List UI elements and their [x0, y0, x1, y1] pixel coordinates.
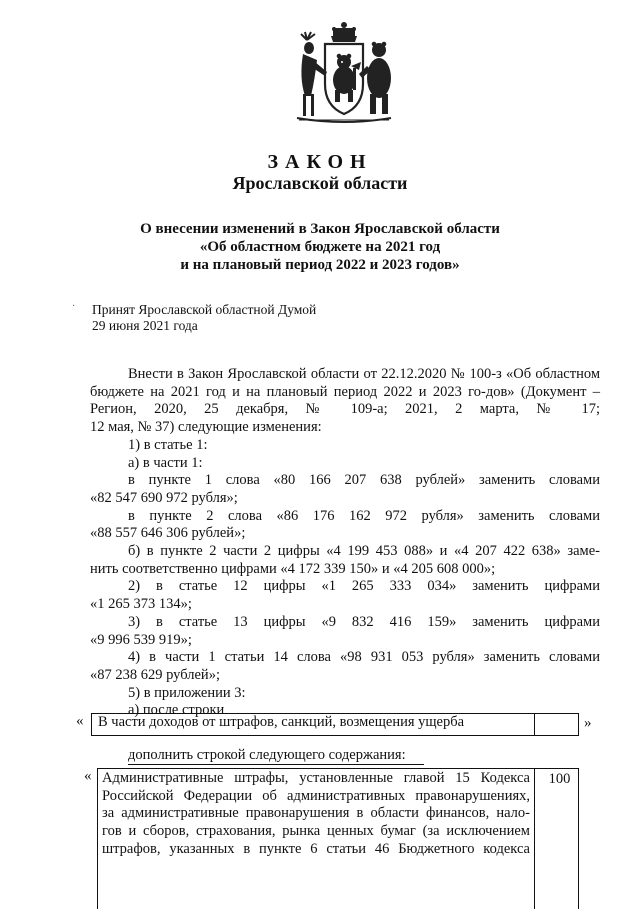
- body-paragraph: Внести в Закон Ярославской области от 22.12.2020 № 100-з «Об областном бюджете на 2021 год и на плановый период 2022 и 2023 го-дов» (Документ – Регион, 2020, 25 декабря, № 109-а; 2021, 2 марта, № 17;: [90, 366, 600, 418]
- table1-open-quote: «: [76, 713, 84, 729]
- adoption-info: [92, 302, 316, 334]
- body-paragraph: 1) в статье 1:: [128, 436, 208, 453]
- body-paragraph: нить соответственно цифрами «4 172 339 150» и «4 205 608 000»;: [90, 560, 496, 577]
- body-paragraph: 4) в части 1 статьи 14 слова «98 931 053 рубля» заменить словами: [128, 649, 600, 666]
- underline-divider: [128, 764, 424, 765]
- body-paragraph: «9 996 539 919»;: [90, 631, 192, 648]
- region-title: Ярославской области: [232, 173, 408, 193]
- subtitle-line: О внесении изменений в Закон Ярославской области: [140, 221, 500, 237]
- body-paragraph: б) в пункте 2 части 2 цифры «4 199 453 088» и «4 207 422 638» заме-: [128, 543, 600, 560]
- body-paragraph: «88 557 646 306 рублей»;: [90, 525, 246, 542]
- table1-close-quote: »: [584, 715, 592, 731]
- table2-line: Административные штрафы, установленные главой 15 Кодекса: [102, 770, 530, 786]
- coat-of-arms-emblem: [287, 22, 401, 128]
- new-row-table: [97, 768, 579, 909]
- table2-open-quote: «: [84, 768, 92, 784]
- table2-cell-value: 100: [548, 771, 571, 787]
- law-subtitle: [0, 220, 640, 274]
- table1-cell-text: В части доходов от штрафов, санкций, возмещения ущерба: [92, 714, 535, 735]
- body-paragraph: 12 мая, № 37) следующие изменения:: [90, 419, 322, 436]
- table2-line: штрафов, указанных в пункте 6 статьи 46 Бюджетного кодекса: [102, 840, 530, 857]
- body-paragraph: а) после строки: [128, 702, 225, 719]
- adopted-by: Принят Ярославской областной Думой: [92, 302, 317, 317]
- table2-line: Российской Федерации об административных правонарушениях,: [102, 787, 530, 804]
- body-paragraph: «87 238 629 рублей»;: [90, 666, 220, 683]
- document-type-title: ЗАКОН: [267, 151, 373, 173]
- table2-cell-text: [98, 769, 535, 909]
- body-paragraph: 5) в приложении 3:: [128, 684, 246, 701]
- quoted-row-table: [91, 713, 579, 736]
- body-paragraph: в пункте 1 слова «80 166 207 638 рублей» заменить словами: [128, 472, 600, 489]
- insert-instruction: дополнить строкой следующего содержания:: [128, 747, 406, 763]
- body-paragraph: «82 547 690 972 рубля»;: [90, 489, 238, 506]
- law-body: [90, 366, 600, 720]
- body-paragraph: в пункте 2 слова «86 176 162 972 рубля» заменить словами: [128, 507, 600, 524]
- margin-mark: ·: [72, 301, 76, 312]
- table2-line: гов и сборов, страхования, рынка ценных бумаг (за исключением: [102, 823, 530, 840]
- body-paragraph: 3) в статье 13 цифры «9 832 416 159» заменить цифрами: [128, 613, 600, 630]
- subtitle-line: и на плановый период 2022 и 2023 годов»: [180, 257, 460, 273]
- body-paragraph: «1 265 373 134»;: [90, 596, 192, 613]
- subtitle-line: «Об областном бюджете на 2021 год: [199, 239, 441, 255]
- body-paragraph: а) в части 1:: [128, 454, 203, 471]
- adopted-date: 29 июня 2021 года: [92, 318, 198, 333]
- table2-line: за административные правонарушения в области финансов, нало-: [102, 805, 530, 822]
- body-paragraph: 2) в статье 12 цифры «1 265 333 034» заменить цифрами: [128, 578, 600, 595]
